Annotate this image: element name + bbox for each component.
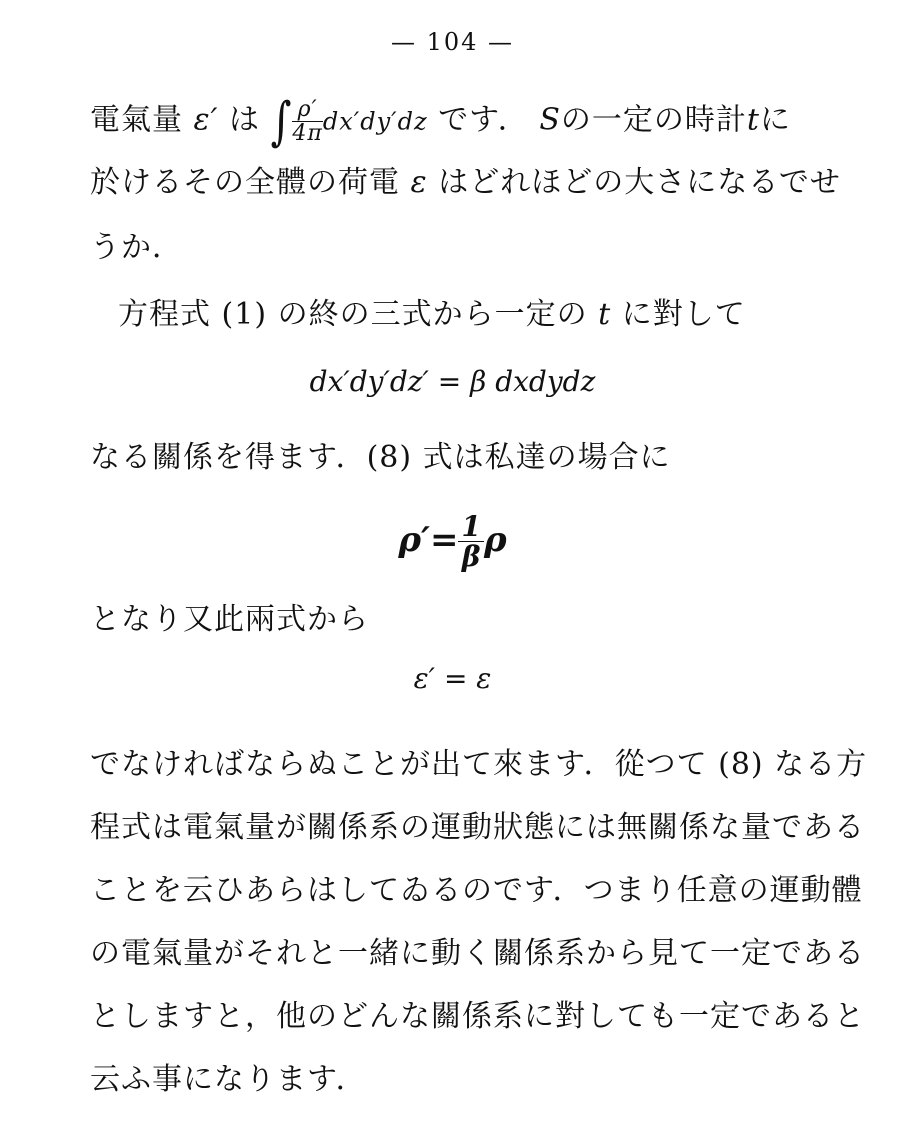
fraction-denominator: β <box>461 540 481 574</box>
math-S: S <box>539 102 561 138</box>
fraction-denominator: 4π <box>292 121 323 147</box>
text-line-2 <box>90 163 841 203</box>
text-line-14: としますと，他のどんな關係系に對しても一定であると <box>90 999 865 1034</box>
fraction-rho-over-4pi <box>292 98 322 145</box>
math-differentials: dx′dy′dz <box>322 107 428 136</box>
text-line-1 <box>90 91 815 152</box>
equation-lhs: ρ′= <box>398 519 459 560</box>
integral-sign-icon: ∫ <box>270 91 293 152</box>
equation-rhs: ρ <box>483 519 507 560</box>
fraction-numerator: 1 <box>458 512 483 542</box>
text-line-10: でなければならぬことが出て來ます．從つて (8) なる方 <box>90 747 868 782</box>
text-segment: に對して <box>621 297 746 332</box>
text-line-3: うか． <box>90 230 183 265</box>
text-line-13: の電氣量がそれと一緒に動く關係系から見て一定である <box>90 936 865 971</box>
text-line-11: 程式は電氣量が關係系の運動狀態には無關係な量である <box>90 810 865 845</box>
equation-charge-invariance: ε′ = ε <box>413 662 492 695</box>
text-segment: は <box>229 102 261 138</box>
text-segment: の一定の時計 <box>560 102 747 138</box>
math-epsilon: ε <box>410 165 428 200</box>
text-line-15: 云ふ事になります． <box>90 1062 367 1097</box>
page-number: — 104 — <box>390 28 515 56</box>
text-line-12: ことを云ひあらはしてゐるのです．つまり任意の運動體 <box>90 873 863 908</box>
text-segment: 於けるその全體の荷電 <box>90 165 400 200</box>
fraction-numerator: ρ′ <box>292 98 322 122</box>
text-segment: 方程式 (1) の終の三式から一定の <box>118 297 588 332</box>
text-line-4 <box>118 295 843 335</box>
text-segment: はどれほどの大さになるでせ <box>438 165 841 200</box>
text-line-8: となり又此兩式から <box>90 602 369 637</box>
math-epsilon-prime: ε′ <box>193 102 219 138</box>
equation-volume-element: dx′dy′dz′ = β dxdydz <box>309 365 596 398</box>
equation-density-relation <box>0 512 905 572</box>
math-t: t <box>746 102 760 138</box>
text-segment: 電氣量 <box>90 102 183 138</box>
text-segment: に <box>759 102 791 138</box>
math-t: t <box>598 297 612 332</box>
text-segment: です． <box>438 102 529 138</box>
text-line-6: なる關係を得ます．(8) 式は私達の場合に <box>90 440 671 475</box>
fraction-one-over-beta <box>458 512 483 572</box>
